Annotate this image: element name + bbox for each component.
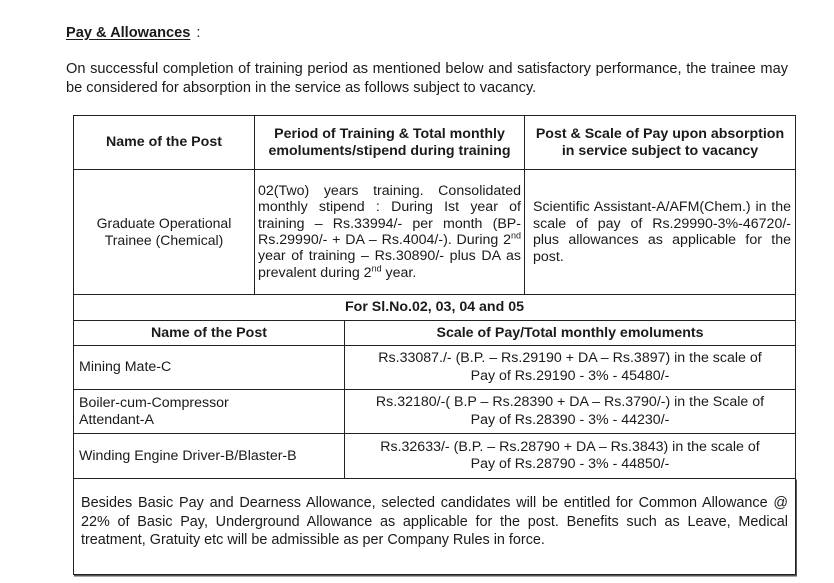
trainee-pay-table	[73, 115, 796, 295]
training-sup-1: nd	[510, 230, 521, 241]
header-training-period: Period of Training & Total monthly emoluments/stipend during training	[255, 116, 525, 170]
pay-line-2: Pay of Rs.29190 - 3% - 45480/-	[470, 367, 670, 384]
section-heading	[66, 25, 200, 41]
section-label-row	[74, 295, 796, 321]
training-stipend-cell	[255, 170, 525, 295]
post-name-cell: Winding Engine Driver-B/Blaster-B	[74, 434, 345, 479]
sl-no-label: For Sl.No.02, 03, 04 and 05	[74, 295, 796, 321]
other-posts-header-row	[74, 321, 796, 346]
pay-scale-cell	[345, 434, 796, 479]
header-scale-of-pay: Scale of Pay/Total monthly emoluments	[345, 321, 796, 346]
training-text-part1: 02(Two) years training. Consolidated monthly stipend : During Ist year of training – Rs.33994/- per month (BP-Rs.29990/- + DA – Rs.4004/-). During 2	[258, 183, 521, 248]
header-name-of-post-2: Name of the Post	[74, 321, 345, 346]
notes-text: Besides Basic Pay and Dearness Allowance, selected candidates will be entitled for Common Allowance @ 22% of Basic Pay, Underground Allowance as applicable for the post. Benefits such as Leave, Medical treatment, Gratuity etc will be admissible as per Company Rules in force.	[81, 495, 788, 549]
pay-line-2: Pay of Rs.28790 - 3% - 44850/-	[470, 456, 670, 472]
pay-line-1: Rs.33087./- (B.P. – Rs.29190 + DA – Rs.3897) in the scale of	[378, 350, 762, 366]
intro-paragraph: On successful completion of training period as mentioned below and satisfactory performance, the trainee may be considered for absorption in the service as follows subject to vacancy.	[66, 61, 788, 96]
header-name-of-post: Name of the Post	[74, 116, 255, 170]
training-text-part2: year of training – Rs.30890/- plus DA as prevalent during 2	[258, 248, 521, 281]
post-name-cell: Graduate Operational Trainee (Chemical)	[74, 170, 255, 295]
section-title: Pay & Allowances	[66, 25, 191, 41]
pay-line-2: Pay of Rs.28390 - 3% - 44230/-	[470, 411, 670, 428]
other-posts-table	[73, 294, 796, 479]
post-scale-text: Scientific Assistant-A/AFM(Chem.) in the scale of pay of Rs.29990-3%-46720/- plus allowances as applicable for the post.	[533, 199, 791, 265]
post-scale-cell	[525, 170, 796, 295]
section-title-colon: :	[196, 25, 201, 41]
post-name-cell	[74, 390, 345, 434]
table-row	[74, 390, 796, 434]
header-post-scale: Post & Scale of Pay upon absorption in service subject to vacancy	[525, 116, 796, 170]
notes-box	[73, 478, 796, 575]
trainee-table-header-row	[74, 116, 796, 170]
pay-scale-cell	[345, 346, 796, 390]
table-row	[74, 170, 796, 295]
pay-scale-cell	[345, 390, 796, 434]
pay-line-1: Rs.32180/-( B.P – Rs.28390 + DA – Rs.3790/-) in the Scale of	[375, 394, 765, 410]
table-row	[74, 346, 796, 390]
training-stipend-text	[258, 183, 521, 281]
table-row	[74, 434, 796, 479]
post-name-cell: Mining Mate-C	[74, 346, 345, 390]
pay-line-1: Rs.32633/- (B.P. – Rs.28790 + DA – Rs.3843) in the scale of	[380, 438, 760, 455]
training-sup-2: nd	[371, 262, 382, 273]
post-name-text: Boiler-cum-Compressor Attendant-A	[79, 394, 229, 428]
training-text-part3: year.	[381, 264, 417, 281]
